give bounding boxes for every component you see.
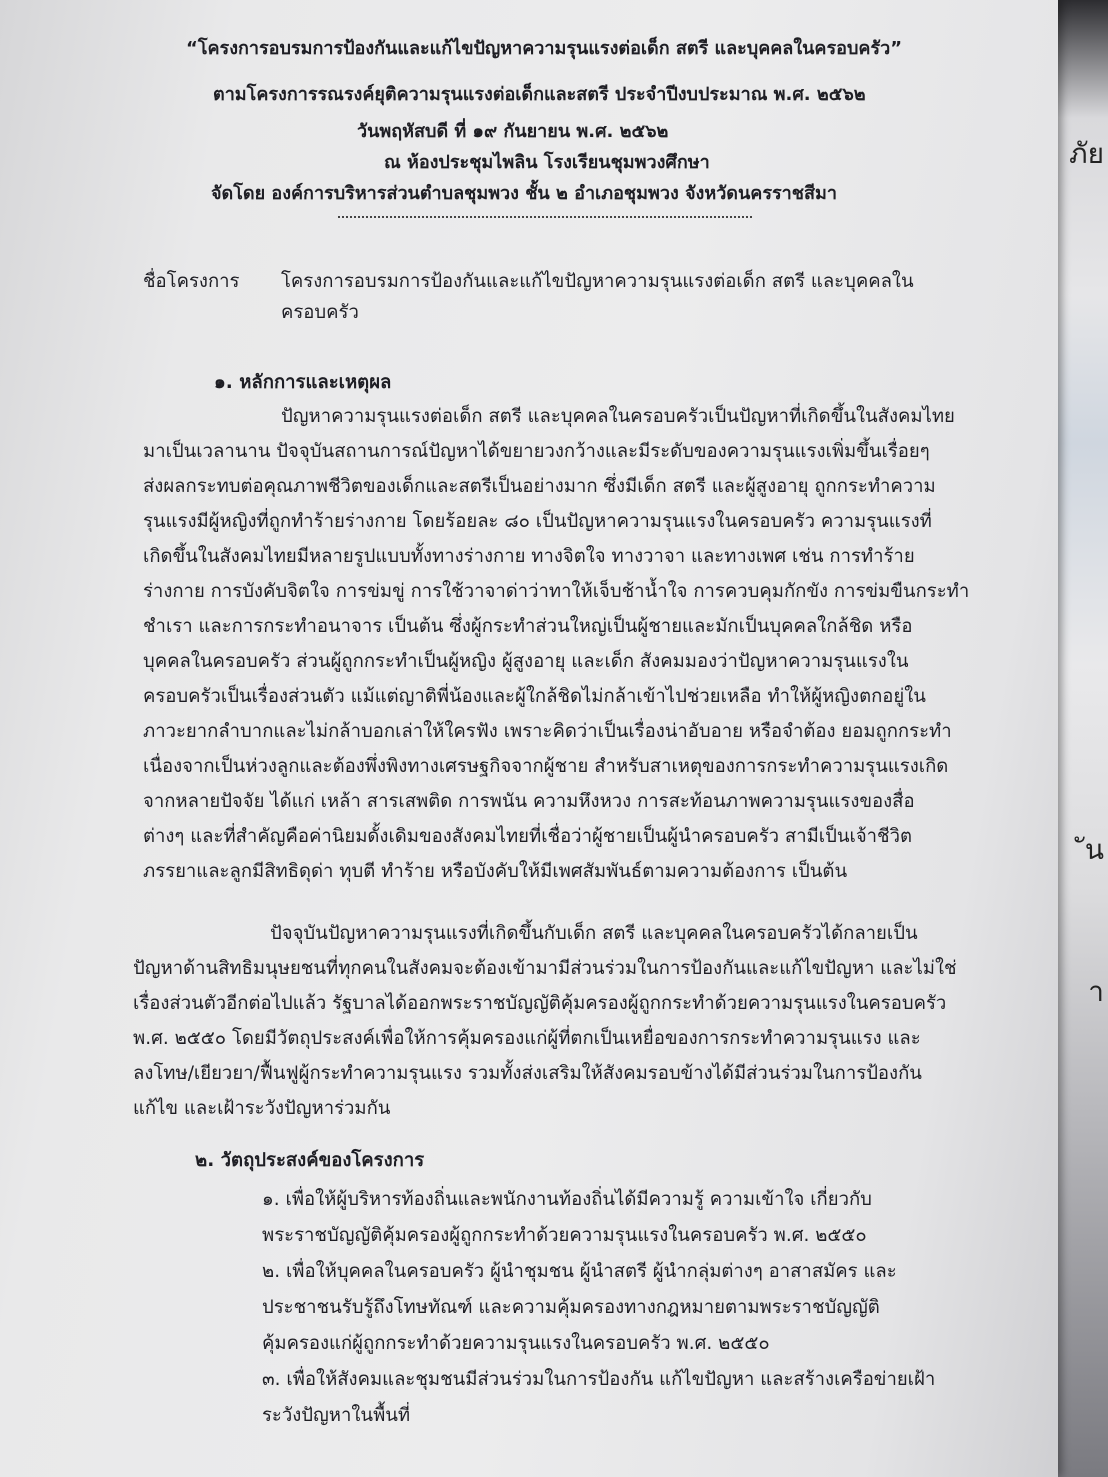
section1-para1-line: ครอบครัวเป็นเรื่องส่วนตัว แม้แต่ญาติพี่น้องและผู้ใกล้ชิดไม่กล้าเข้าไปช่วยเหลือ ทำให้ผู้หญิงตกอยู่ใน: [143, 686, 926, 707]
section1-para2-line: เรื่องส่วนตัวอีกต่อไปแล้ว รัฐบาลได้ออกพระราชบัญญัติคุ้มครองผู้ถูกกระทำด้วยความรุนแรงในครอบครัว: [133, 993, 947, 1014]
section1-para1-line: จากหลายปัจจัย ได้แก่ เหล้า สารเสพติด การพนัน ความหึงหวง การสะท้อนภาพความรุนแรงของสื่อ: [143, 791, 915, 812]
objective-line: พระราชบัญญัติคุ้มครองผู้ถูกกระทำด้วยความรุนแรงในครอบครัว พ.ศ. ๒๕๕๐: [262, 1225, 867, 1246]
section1-para1-line: เนื่องจากเป็นห่วงลูกและต้องพึ่งพิงทางเศรษฐกิจจากผู้ชาย สำหรับสาเหตุของการกระทำความรุนแรงเกิด: [143, 756, 949, 777]
section1-para2-line: แก้ไข และเฝ้าระวังปัญหาร่วมกัน: [133, 1098, 391, 1119]
objective-line: ๑. เพื่อให้ผู้บริหารท้องถิ่นและพนักงานท้องถิ่นได้มีความรู้ ความเข้าใจ เกี่ยวกับ: [262, 1189, 872, 1210]
section2-heading: ๒. วัตถุประสงค์ของโครงการ: [195, 1150, 425, 1171]
section1-para1-line: ภรรยาและลูกมีสิทธิดุด่า ทุบตี ทำร้าย หรือบังคับให้มีเพศสัมพันธ์ตามความต้องการ เป็นต้น: [143, 861, 848, 882]
section1-para1-line: ปัญหาความรุนแรงต่อเด็ก สตรี และบุคคลในครอบครัวเป็นปัญหาที่เกิดขึ้นในสังคมไทย: [281, 406, 955, 427]
section1-para2-line: ปัญหาด้านสิทธิมนุษยชนที่ทุกคนในสังคมจะต้องเข้ามามีส่วนร่วมในการป้องกันและแก้ไขปัญหา และไม่ใช่: [133, 958, 957, 979]
edge-fragment: า: [1088, 975, 1104, 1008]
section1-para2-line: ปัจจุบันปัญหาความรุนแรงที่เกิดขึ้นกับเด็ก สตรี และบุคคลในครอบครัวได้กลายเป็น: [270, 923, 918, 944]
section1-para1-line: รุนแรงมีผู้หญิงที่ถูกทำร้ายร่างกาย โดยร้อยละ ๘๐ เป็นปัญหาความรุนแรงในครอบครัว ความรุนแรงที่: [143, 511, 932, 532]
section1-para2-line: พ.ศ. ๒๕๕๐ โดยมีวัตถุประสงค์เพื่อให้การคุ้มครองแก่ผู้ที่ตกเป็นเหยื่อของการกระทำความรุนแรง และ: [133, 1028, 921, 1049]
header-venue: ณ ห้องประชุมไพลิน โรงเรียนชุมพวงศึกษา: [384, 152, 710, 173]
project-name-line: ครอบครัว: [281, 302, 359, 323]
section1-para1-line: เกิดขึ้นในสังคมไทยมีหลายรูปแบบทั้งทางร่างกาย ทางจิตใจ ทางวาจา และทางเพศ เช่น การทำร้าย: [143, 546, 915, 567]
section1-para1-line: ส่งผลกระทบต่อคุณภาพชีวิตของเด็กและสตรีเป็นอย่างมาก ซึ่งมีเด็ก สตรี และผู้สูงอายุ ถูกกระทำความ: [143, 476, 936, 497]
dotted-divider: [338, 216, 752, 218]
objective-line: คุ้มครองแก่ผู้ถูกกระทำด้วยความรุนแรงในครอบครัว พ.ศ. ๒๕๕๐: [262, 1333, 770, 1354]
adjacent-page-edge: [1058, 0, 1108, 1477]
objective-line: ๓. เพื่อให้สังคมและชุมชนมีส่วนร่วมในการป้องกัน แก้ไขปัญหา และสร้างเครือข่ายเฝ้า: [262, 1369, 936, 1390]
header-date: วันพฤหัสบดี ที่ ๑๙ กันยายน พ.ศ. ๒๕๖๒: [357, 121, 669, 142]
project-name-line: โครงการอบรมการป้องกันและแก้ไขปัญหาความรุนแรงต่อเด็ก สตรี และบุคคลใน: [281, 271, 914, 292]
section1-para1-line: บุคคลในครอบครัว ส่วนผู้ถูกกระทำเป็นผู้หญิง ผู้สูงอายุ และเด็ก สังคมมองว่าปัญหาความรุนแรงใน: [143, 651, 909, 672]
section1-para1-line: ร่างกาย การบังคับจิตใจ การข่มขู่ การใช้วาจาด่าว่าทาให้เจ็บช้าน้ำใจ การควบคุมกักขัง การข่มขืนกระทำ: [143, 581, 970, 602]
section1-para1-line: มาเป็นเวลานาน ปัจจุบันสถานการณ์ปัญหาได้ขยายวงกว้างและมีระดับของความรุนแรงเพิ่มขึ้นเรื่อยๆ: [143, 441, 930, 462]
edge-fragment: ัน: [1084, 833, 1104, 866]
section1-para2-line: ลงโทษ/เยียวยา/ฟื้นฟูผู้กระทำความรุนแรง รวมทั้งส่งเสริมให้สังคมรอบข้างได้มีส่วนร่วมในการป้องกัน: [133, 1063, 922, 1084]
section1-para1-line: ภาวะยากลำบากและไม่กล้าบอกเล่าให้ใครฟัง เพราะคิดว่าเป็นเรื่องน่าอับอาย หรือจำต้อง ยอมถูกกระทำ: [143, 721, 952, 742]
project-label: ชื่อโครงการ: [143, 271, 240, 292]
header-title: “โครงการอบรมการป้องกันและแก้ไขปัญหาความรุนแรงต่อเด็ก สตรี และบุคคลในครอบครัว”: [186, 38, 903, 59]
section1-para1-line: ต่างๆ และที่สำคัญคือค่านิยมดั้งเดิมของสังคมไทยที่เชื่อว่าผู้ชายเป็นผู้นำครอบครัว สามีเป็นเจ้าชีวิต: [143, 826, 913, 847]
edge-fragment: ภัย: [1069, 137, 1104, 170]
section1-para1-line: ชำเรา และการกระทำอนาจาร เป็นต้น ซึ่งผู้กระทำส่วนใหญ่เป็นผู้ชายและมักเป็นบุคคลใกล้ชิด หรือ: [143, 616, 913, 637]
header-organizer: จัดโดย องค์การบริหารส่วนตำบลชุมพวง ชั้น ๒ อำเภอชุมพวง จังหวัดนครราชสีมา: [211, 183, 837, 204]
section1-heading: ๑. หลักการและเหตุผล: [214, 372, 392, 393]
header-program: ตามโครงการรณรงค์ยุติความรุนแรงต่อเด็กและสตรี ประจำปีงบประมาณ พ.ศ. ๒๕๖๒: [213, 84, 866, 105]
objective-line: ระวังปัญหาในพื้นที่: [262, 1405, 411, 1426]
objective-line: ๒. เพื่อให้บุคคลในครอบครัว ผู้นำชุมชน ผู้นำสตรี ผู้นำกลุ่มต่างๆ อาสาสมัคร และ: [262, 1261, 897, 1282]
objective-line: ประชาชนรับรู้ถึงโทษทัณฑ์ และความคุ้มครองทางกฎหมายตามพระราชบัญญัติ: [262, 1297, 880, 1318]
